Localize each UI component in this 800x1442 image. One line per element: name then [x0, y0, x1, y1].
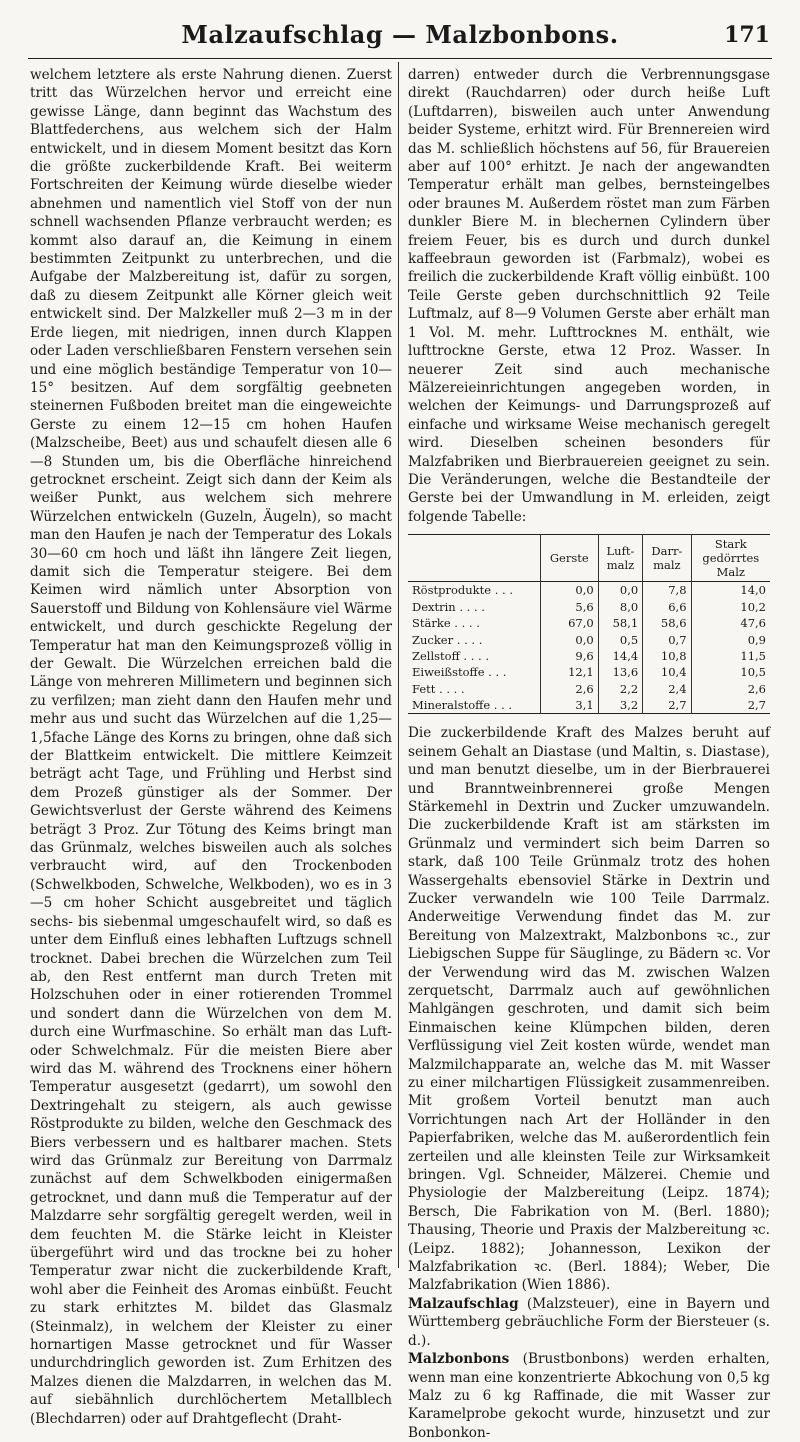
table-row: [408, 615, 770, 631]
table-header-cell: Stark gedörrtes Malz: [691, 535, 770, 582]
table-cell: Eiweißstoffe . . .: [412, 665, 507, 680]
column-divider: [398, 62, 399, 1268]
table-cell: 0,5: [598, 631, 643, 647]
table-cell: 58,1: [598, 615, 643, 631]
table-cell: 10,5: [691, 664, 770, 680]
table-row: [408, 582, 770, 599]
table-cell: 2,7: [643, 697, 691, 714]
table-cell: Mineralstoffe . . .: [412, 698, 513, 713]
table-header-row: [408, 535, 770, 582]
page-number: 171: [724, 22, 770, 48]
table-cell: 0,0: [540, 582, 598, 599]
body-paragraph: Die zuckerbildende Kraft des Malzes beruht auf seinem Gehalt an Diastase (und Maltin, s. Diastase), und man benutzt dieselbe, um in der Bierbrauerei und Branntweinbrennerei große Mengen Stärkemehl in Dextrin und Zucker umzuwandeln. Die zuckerbildende Kraft ist am stärksten im Grünmalz und vermindert sich beim Darren so stark, daß 100 Teile Grünmalz trotz des hohen Wassergehalts ebensoviel Stärke in Dextrin und Zucker verwandeln wie 100 Teile Darrmalz. Anderweitige Verwendung findet das M. zur Bereitung von Malzextrakt, Malzbonbons ꝛc., zur Liebigschen Suppe für Säuglinge, zu Bädern ꝛc. Vor der Verwendung wird das M. zwischen Walzen zerquetscht, Darrmalz auch auf gewöhnlichen Mahlgängen geschroten, und damit sich beim Einmaischen keine Klümpchen bilden, deren Verflüssigung viel Zeit kosten würde, wendet man Malzmilchapparate an, welche das M. mit Wasser zu einer milchartigen Flüssigkeit zusammenreiben. Mit großem Vorteil benutzt man auch Vorrichtungen nach Art der Holländer in den Papierfabriken, welche das M. außerordentlich fein zerteilen und alle kleinsten Teile zur Wirksamkeit bringen. Vgl. Schneider, Mälzerei. Chemie und Physiologie der Malzbereitung (Leipz. 1874); Bersch, Die Fabrikation von M. (Berl. 1880); Thausing, Theorie und Praxis der Malzbereitung ꝛc. (Leipz. 1882); Johannesson, Lexikon der Malzfabrikation ꝛc. (Berl. 1884); Weber, Die Malzfabrikation (Wien 1886).: [408, 725, 770, 1294]
table-cell: 2,7: [691, 697, 770, 714]
table-cell: 0,9: [691, 631, 770, 647]
right-column: [408, 66, 770, 1442]
table-cell: 5,6: [540, 599, 598, 615]
table-row: [408, 631, 770, 647]
entry-lemma: Malzbonbons: [408, 1351, 510, 1368]
table-cell: 2,4: [643, 681, 691, 697]
body-paragraph: welchem letztere als erste Nahrung dienen. Zuerst tritt das Würzelchen hervor und erreicht eine gewisse Länge, dann beginnt das Wachstum des Blattfederchens, aus welchem sich der Halm entwickelt, und in diesem Moment besitzt das Korn die größte zuckerbildende Kraft. Bei weiterm Fortschreiten der Keimung würde dieselbe wieder abnehmen und namentlich viel Stoff von der nun schnell wachsenden Pflanze verbraucht werden; es kommt also darauf an, die Keimung in einem bestimmten Zeitpunkt zu unterbrechen, und die Aufgabe der Malzbereitung ist, dafür zu sorgen, daß zu diesem Zeitpunkt alle Körner gleich weit entwickelt sind. Der Malzkeller muß 2—3 m in der Erde liegen, mit niedrigen, innen durch Klappen oder Laden verschließbaren Fenstern versehen sein und eine möglich beständige Temperatur von 10—15° besitzen. Auf dem sorgfältig geebneten steinernen Fußboden breitet man die eingeweichte Gerste zu einem 12—15 cm hohen Haufen (Malzscheibe, Beet) aus und schaufelt diesen alle 6—8 Stunden um, bis die Oberfläche hinreichend getrocknet erscheint. Zeigt sich dann der Keim als weißer Punkt, aus welchem sich mehrere Würzelchen entwickeln (Guzeln, Äugeln), so macht man den Haufen je nach der Temperatur des Lokals 30—60 cm hoch und läßt ihn längere Zeit liegen, damit sich die Temperatur steigere. Bei dem Keimen wird nämlich unter Absorption von Sauerstoff und Bildung von Kohlensäure viel Wärme entwickelt, und durch geschickte Regelung der Temperatur hat man den Keimungsprozeß völlig in der Gewalt. Die Würzelchen erreichen bald die Länge von mehreren Millimetern und beginnen sich zu verfilzen; man zieht dann den Haufen mehr und mehr aus und sucht das Würzelchen auf die 1,25—1,5fache Länge des Korns zu bringen, ohne daß sich der Blattkeim entwickelt. Die mittlere Keimzeit beträgt acht Tage, und Frühling und Herbst sind dem Prozeß günstiger als der Sommer. Der Gewichtsverlust der Gerste während des Keimens beträgt 3 Proz. Zur Tötung des Keims bringt man das Grünmalz, welches bisweilen auch als solches verbraucht wird, auf den Trockenboden (Schwelkboden, Schwelche, Welkboden), wo es in 3—5 cm hoher Schicht ausgebreitet und täglich sechs- bis siebenmal umgeschaufelt wird, so daß es unter dem Einfluß eines lebhaften Luftzugs schnell trocknet. Dabei brechen die Würzelchen zum Teil ab, den Rest entfernt man durch Treten mit Holzschuhen oder in einer rotierenden Trommel und sondert dann die Würzelchen von dem M. durch eine Wurfmaschine. So erhält man das Luft- oder Schwelchmalz. Für die meisten Biere aber wird das M. während des Trocknens einer höhern Temperatur ausgesetzt (gedarrt), um sowohl den Dextringehalt zu steigern, als auch gewisse Röstprodukte zu bilden, welche den Geschmack des Biers verbessern und es haltbarer machen. Stets wird das Grünmalz zur Bereitung von Darrmalz zunächst auf dem Schwelkboden einigermaßen getrocknet, und dann muß die Temperatur auf der Malzdarre sehr sorgfältig geregelt werden, weil in dem feuchten M. die Stärke leicht in Kleister übergeführt wird und das trockne bei zu hoher Temperatur zwar nicht die zuckerbildende Kraft, wohl aber die Feinheit des Aromas einbüßt. Feucht zu stark erhitztes M. bildet das Glasmalz (Steinmalz), in welchem der Kleister zu einer hornartigen Masse getrocknet und für Wasser undurchdringlich geworden ist. Zum Erhitzen des Malzes dienen die Malzdarren, in welchen das M. auf siebähnlich durchlöchertem Metallblech (Blechdarren) oder auf Drahtgeflecht (Draht-: [30, 67, 392, 1427]
table-cell: 6,6: [643, 599, 691, 615]
table-cell: 47,6: [691, 615, 770, 631]
table-cell: 0,0: [540, 631, 598, 647]
table-cell: 2,6: [540, 681, 598, 697]
table-cell: 3,2: [598, 697, 643, 714]
table-cell: 10,2: [691, 599, 770, 615]
header-rule: [28, 58, 772, 59]
table-cell: 2,2: [598, 681, 643, 697]
table-cell: Dextrin . . . .: [412, 599, 485, 614]
table-row: [408, 681, 770, 697]
table-cell: Röstprodukte . . .: [412, 583, 513, 598]
table-cell: 9,6: [540, 648, 598, 664]
table-cell: Fett . . . .: [412, 681, 465, 696]
table-cell: 14,0: [691, 582, 770, 599]
table-cell: 67,0: [540, 615, 598, 631]
table-cell: Zellstoff . . . .: [412, 648, 490, 663]
running-title: Malzaufschlag — Malzbonbons.: [181, 19, 619, 49]
table-cell: Zucker . . . .: [412, 632, 483, 647]
table-row: [408, 599, 770, 615]
table-header-cell: Gerste: [540, 535, 598, 582]
entry-lemma: Malzaufschlag: [408, 1295, 519, 1312]
table-cell: 11,5: [691, 648, 770, 664]
table-row: [408, 697, 770, 714]
table-cell: 58,6: [643, 615, 691, 631]
table-row: [408, 664, 770, 680]
table-cell: 13,6: [598, 664, 643, 680]
table-row: [408, 648, 770, 664]
table-header-cell: [408, 535, 540, 582]
table-cell: 2,6: [691, 681, 770, 697]
table-header-cell: Luft- malz: [598, 535, 643, 582]
table-cell: 0,7: [643, 631, 691, 647]
table-cell: 3,1: [540, 697, 598, 714]
body-paragraph: darren) entweder durch die Verbrennungsgase direkt (Rauchdarren) oder durch heiße Luft (Luftdarren), bisweilen auch unter Anwendung beider Systeme, erhitzt wird. Für Brennereien wird das M. schließlich höchstens auf 56, für Brauereien aber auf 100° erhitzt. Je nach der angewandten Temperatur erhält man gelbes, bernsteingelbes oder braunes M. Außerdem röstet man zum Färben dunkler Biere M. in blechernen Cylindern über freiem Feuer, bis es durch und durch dunkel kaffeebraun geworden ist (Farbmalz), wobei es freilich die zuckerbildende Kraft völlig einbüßt. 100 Teile Gerste geben durchschnittlich 92 Teile Luftmalz, auf 8—9 Volumen Gerste aber erhält man 1 Vol. M. mehr. Lufttrocknes M. enthält, wie lufttrockne Gerste, etwa 12 Proz. Wasser. In neuerer Zeit sind auch mechanische Mälzereieinrichtungen angegeben worden, in welchen der Keimungs- und Darrungsprozeß auf einfache und wirksame Weise mechanisch geregelt wird. Dieselben scheinen besonders für Malzfabriken und Bierbrauereien geeignet zu sein. Die Veränderungen, welche die Bestandteile der Gerste bei der Umwandlung in M. erleiden, zeigt folgende Tabelle:: [408, 67, 770, 525]
dictionary-entry: [408, 1350, 770, 1442]
entry-text: (Brustbonbons) werden erhalten, wenn man eine konzentrierte Abkochung von 0,5 kg Malz zu 6 kg Raffinade, die mit Wasser zur Karamelprobe gekocht wurde, hinzusetzt und zur Bonbonkon-: [408, 1351, 770, 1441]
composition-table: [408, 534, 770, 714]
dictionary-entry: [408, 1295, 770, 1350]
table-cell: Stärke . . . .: [412, 616, 480, 631]
table-cell: 7,8: [643, 582, 691, 599]
table-cell: 8,0: [598, 599, 643, 615]
table-cell: 0,0: [598, 582, 643, 599]
entry-text: (Malzsteuer), eine in Bayern und Württemberg gebräuchliche Form der Biersteuer (s. d.).: [408, 1295, 770, 1349]
table-cell: 10,8: [643, 648, 691, 664]
left-column: [30, 66, 392, 1428]
table-cell: 14,4: [598, 648, 643, 664]
table-cell: 10,4: [643, 664, 691, 680]
page-header: [30, 12, 770, 56]
table-header-cell: Darr- malz: [643, 535, 691, 582]
table-cell: 12,1: [540, 664, 598, 680]
